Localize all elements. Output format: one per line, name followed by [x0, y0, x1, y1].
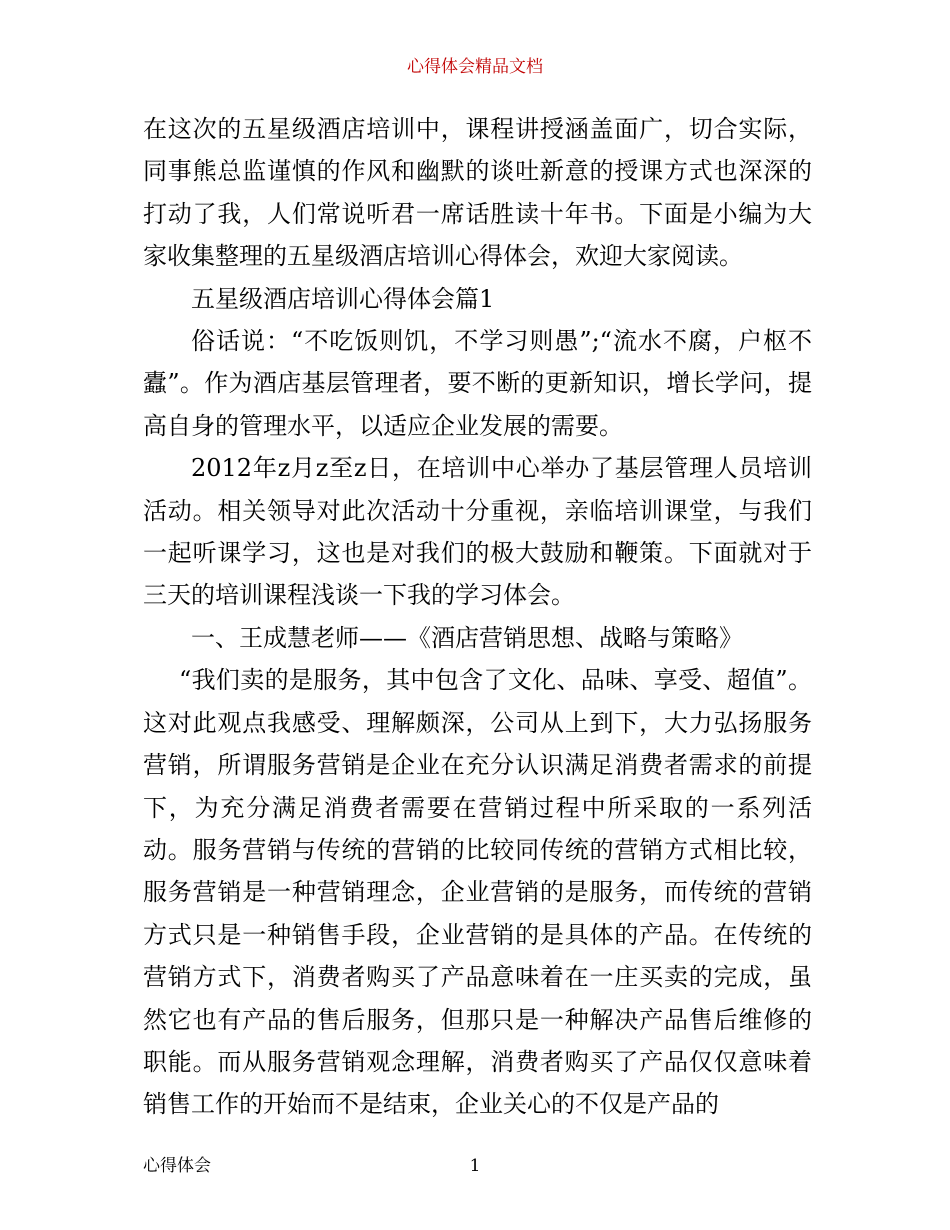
intro-paragraph: 在这次的五星级酒店培训中，课程讲授涵盖面广，切合实际，同事熊总监谨慎的作风和幽默的谈吐新意的授课方式也深深的打动了我，人们常说听君一席话胜读十年书。下面是小编为大家收集整理的五星级酒店培训心得体会，欢迎大家阅读。: [143, 115, 812, 271]
subsection-heading: 一、王成慧老师——《酒店营销思想、战略与策略》: [191, 623, 743, 652]
section-heading: 五星级酒店培训心得体会篇1: [191, 284, 495, 313]
page-number: 1: [469, 1156, 481, 1176]
footer-label: 心得体会: [143, 1156, 211, 1176]
body-paragraph: “我们卖的是服务，其中包含了文化、品味、享受、超值”。这对此观点我感受、理解颇深，公司从上到下，大力弘扬服务营销，所谓服务营销是企业在充分认识满足消费者需求的前提下，为充分满足消费者需要在营销过程中所采取的一系列活动。服务营销与传统的营销的比较同传统的营销方式相比较，服务营销是一种营销理念，企业营销的是服务，而传统的营销方式只是一种销售手段，企业营销的是具体的产品。在传统的营销方式下，消费者购买了产品意味着在一庄买卖的完成，虽然它也有产品的售后服务，但那只是一种解决产品售后维修的职能。而从服务营销观念理解，消费者购买了产品仅仅意味着销售工作的开始而不是结束，企业关心的不仅是产品的: [143, 666, 812, 1119]
body-paragraph: 俗话说：“不吃饭则饥，不学习则愚”;“流水不腐，户枢不蠹”。作为酒店基层管理者，要不断的更新知识，增长学问，提高自身的管理水平，以适应企业发展的需要。: [143, 327, 812, 440]
page-header-title: 心得体会精品文档: [407, 57, 543, 77]
body-paragraph: 2012年z月z至z日，在培训中心举办了基层管理人员培训活动。相关领导对此次活动十分重视，亲临培训课堂，与我们一起听课学习，这也是对我们的极大鼓励和鞭策。下面就对于三天的培训课程浅谈一下我的学习体会。: [143, 454, 812, 610]
document-body: [143, 108, 812, 1126]
